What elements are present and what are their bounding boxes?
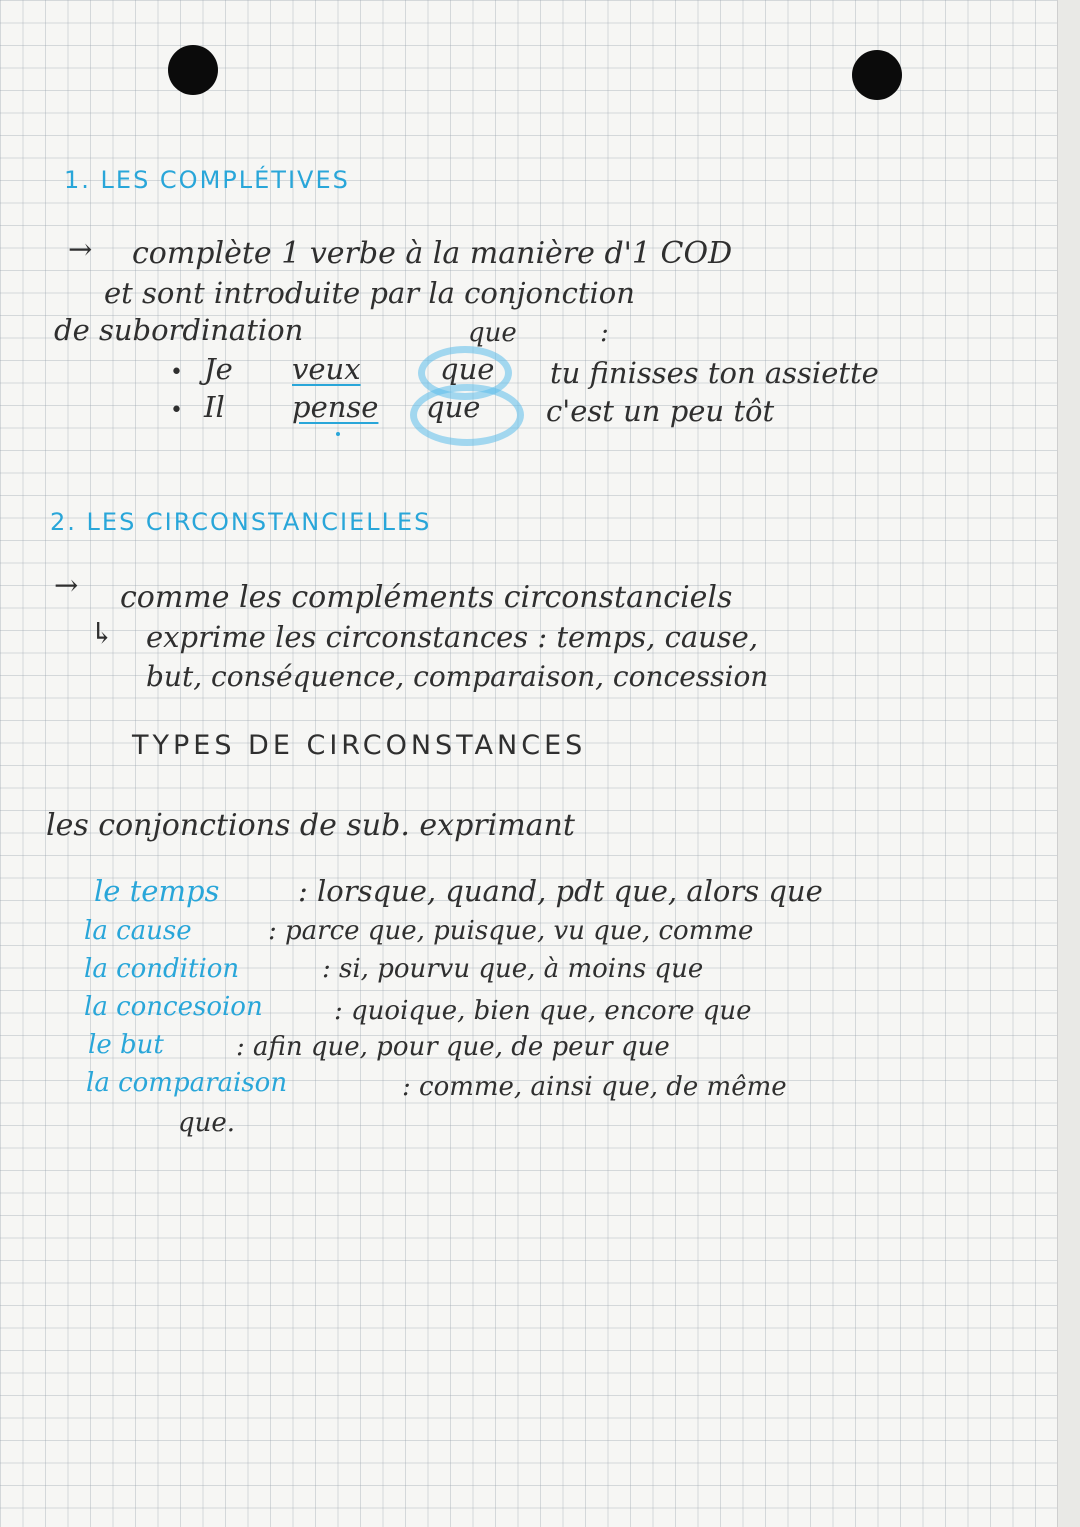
- item-1-label: le temps: [94, 874, 220, 908]
- section-1-line-2: et sont introduite par la conjonction: [104, 276, 635, 310]
- example-2-que: que: [426, 390, 481, 424]
- types-title: TYPES DE CIRCONSTANCES: [132, 730, 587, 761]
- example-2-bullet: •: [170, 398, 183, 423]
- item-4-values: : quoique, bien que, encore que: [334, 996, 752, 1026]
- item-6-label: la comparaison: [86, 1068, 288, 1098]
- section-1-line-3: de subordination: [54, 313, 304, 347]
- section-1-heading: 1. LES COMPLÉTIVES: [64, 166, 350, 194]
- item-5-values: : afin que, pour que, de peur que: [236, 1032, 670, 1062]
- item-4-label: la concesoion: [84, 992, 263, 1022]
- section-2-line-1: comme les compléments circonstanciels: [120, 580, 733, 615]
- section-2-arrow: →: [54, 568, 79, 602]
- item-2-values: : parce que, puisque, vu que, comme: [268, 916, 754, 946]
- conjunctions-intro: les conjonctions de sub. exprimant: [46, 808, 575, 843]
- example-2-verb: pense: [292, 390, 379, 424]
- example-1-rest: tu finisses ton assiette: [550, 356, 879, 390]
- item-5-label: le but: [88, 1030, 164, 1060]
- item-1-values: : lorsque, quand, pdt que, alors que: [298, 874, 823, 908]
- verb-tick-mark: [336, 432, 340, 436]
- comparison-continuation: que.: [178, 1108, 236, 1138]
- example-1-que: que: [440, 352, 495, 386]
- page-edge: [1057, 0, 1080, 1527]
- example-1-subject: Je: [204, 352, 233, 386]
- item-6-values: : comme, ainsi que, de même: [402, 1072, 787, 1102]
- item-3-values: : si, pourvu que, à moins que: [322, 954, 704, 984]
- example-1-bullet: •: [170, 360, 183, 385]
- section-2-line-2: exprime les circonstances : temps, cause,: [146, 620, 759, 654]
- example-2-subject: Il: [204, 390, 225, 424]
- section-2-line-3: but, conséquence, comparaison, concession: [146, 660, 769, 693]
- que-label: que: [468, 318, 517, 348]
- section-1-arrow: →: [68, 232, 93, 266]
- example-2-rest: c'est un peu tôt: [546, 394, 775, 428]
- item-2-label: la cause: [84, 916, 192, 946]
- section-1-line-1: complète 1 verbe à la manière d'1 COD: [132, 236, 733, 271]
- punch-hole-right: [852, 50, 902, 100]
- example-1-verb: veux: [292, 352, 361, 386]
- punch-hole-left: [168, 45, 218, 95]
- item-3-label: la condition: [84, 954, 240, 984]
- section-2-heading: 2. LES CIRCONSTANCIELLES: [50, 508, 432, 536]
- section-1-colon: :: [600, 318, 609, 348]
- section-2-sub-arrow: ↳: [90, 616, 115, 650]
